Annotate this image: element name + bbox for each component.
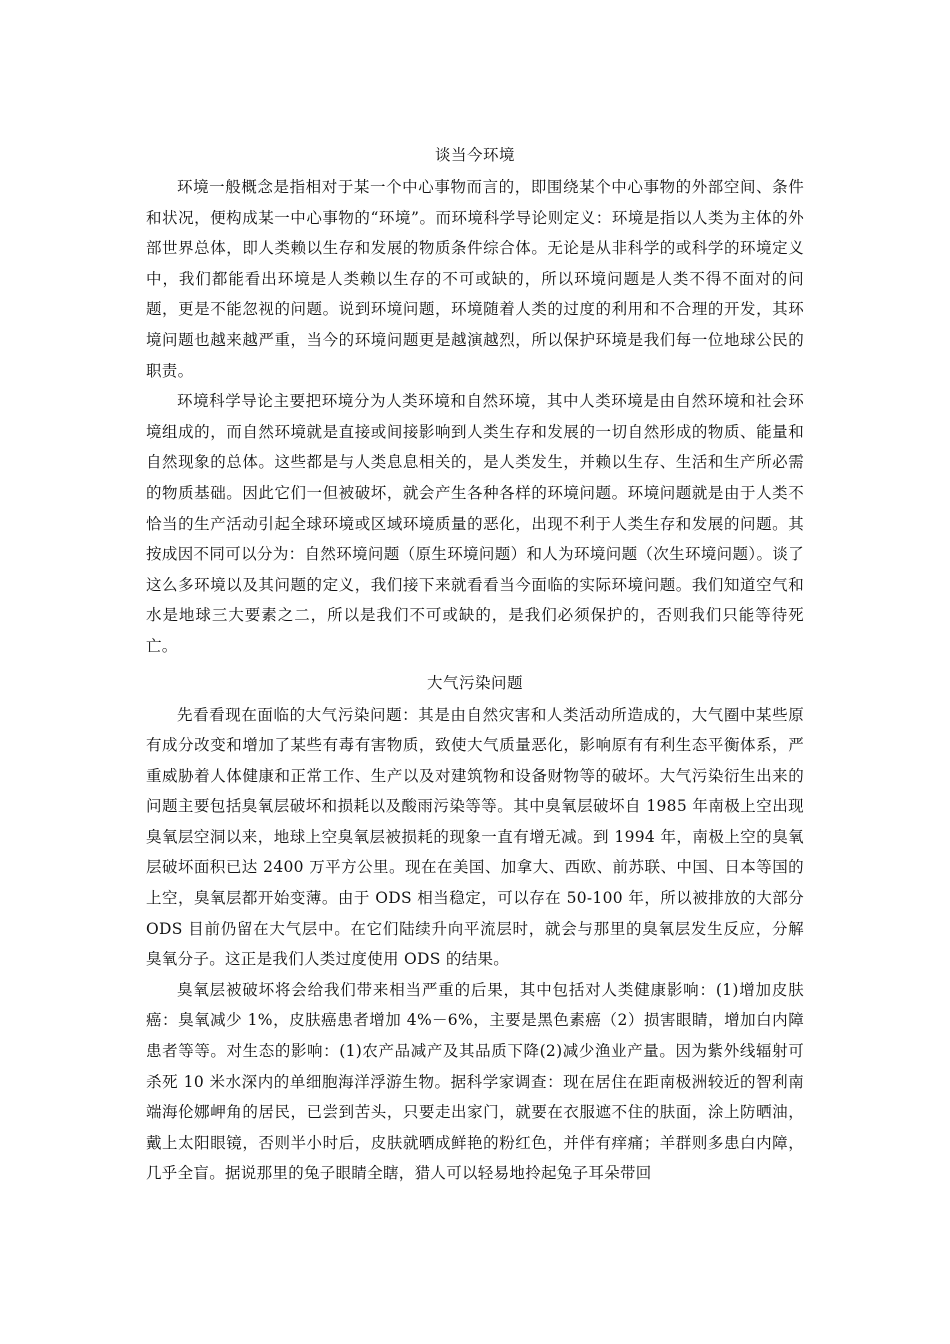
intro-paragraph-1: 环境一般概念是指相对于某一个中心事物而言的，即围绕某个中心事物的外部空间、条件和状况，便构成某一中心事物的“环境”。而环境科学导论则定义：环境是指以人类为主体的外部世界总体，即人类赖以生存和发展的物质条件综合体。无论是从非科学的或科学的环境定义中，我们都能看出环境是人类赖以生存的不可或缺的，所以环境问题是人类不得不面对的问题，更是不能忽视的问题。说到环境问题，环境随着人类的过度的利用和不合理的开发，其环境问题也越来越严重，当今的环境问题更是越演越烈，所以保护环境是我们每一位地球公民的职责。 (146, 178, 804, 380)
intro-paragraph-2: 环境科学导论主要把环境分为人类环境和自然环境，其中人类环境是由自然环境和社会环境组成的，而自然环境就是直接或间接影响到人类生存和发展的一切自然形成的物质、能量和自然现象的总体。这些都是与人类息息相关的，是人类发生，并赖以生存、生活和生产所必需的物质基础。因此它们一但被破坏，就会产生各种各样的环境问题。环境问题就是由于人类不恰当的生产活动引起全球环境或区域环境质量的恶化，出现不利于人类生存和发展的问题。其按成因不同可以分为：自然环境问题（原生环境问题）和人为环境问题（次生环境问题）。谈了这么多环境以及其问题的定义，我们接下来就看看当今面临的实际环境问题。我们知道空气和水是地球三大要素之二，所以是我们不可或缺的，是我们必须保护的，否则我们只能等待死亡。 (146, 392, 804, 655)
section-paragraph-1: 先看看现在面临的大气污染问题：其是由自然灾害和人类活动所造成的，大气圈中某些原有成分改变和增加了某些有毒有害物质，致使大气质量恶化，影响原有有利生态平衡体系，严重威胁着人体健康和正常工作、生产以及对建筑物和设备财物等的破坏。大气污染衍生出来的问题主要包括臭氧层破坏和损耗以及酸雨污染等等。其中臭氧层破坏自 1985 年南极上空出现臭氧层空洞以来，地球上空臭氧层被损耗的现象一直有增无减。到 1994 年，南极上空的臭氧层破坏面积已达 2400 万平方公里。现在在美国、加拿大、西欧、前苏联、中国、日本等国的上空，臭氧层都开始变薄。由于 ODS 相当稳定，可以存在 50-100 年，所以被排放的大部分 ODS 目前仍留在大气层中。在它们陆续升向平流层时，就会与那里的臭氧层发生反应，分解臭氧分子。这正是我们人类过度使用 ODS 的结果。 (146, 705, 804, 969)
document-page (146, 138, 804, 1189)
document-title: 谈当今环境 (434, 146, 515, 164)
section-title-air-pollution: 大气污染问题 (426, 673, 523, 692)
section-paragraph-2: 臭氧层被破坏将会给我们带来相当严重的后果，其中包括对人类健康影响：(1)增加皮肤癌：臭氧减少 1%，皮肤癌患者增加 4%－6%，主要是黑色素癌（2）损害眼睛，增加白内障患者等等。对生态的影响：(1)农产品减产及其品质下降(2)减少渔业产量。因为紫外线辐射可杀死 10 米水深内的单细胞海洋浮游生物。据科学家调查：现在居住在距南极洲较近的智利南端海伦娜岬角的居民，已尝到苦头，只要走出家门，就要在衣服遮不住的肤面，涂上防晒油，戴上太阳眼镜，否则半小时后，皮肤就晒成鲜艳的粉红色，并伴有痒痛；羊群则多患白内障，几乎全盲。据说那里的兔子眼睛全瞎，猎人可以轻易地拎起兔子耳朵带回 (146, 980, 804, 1183)
